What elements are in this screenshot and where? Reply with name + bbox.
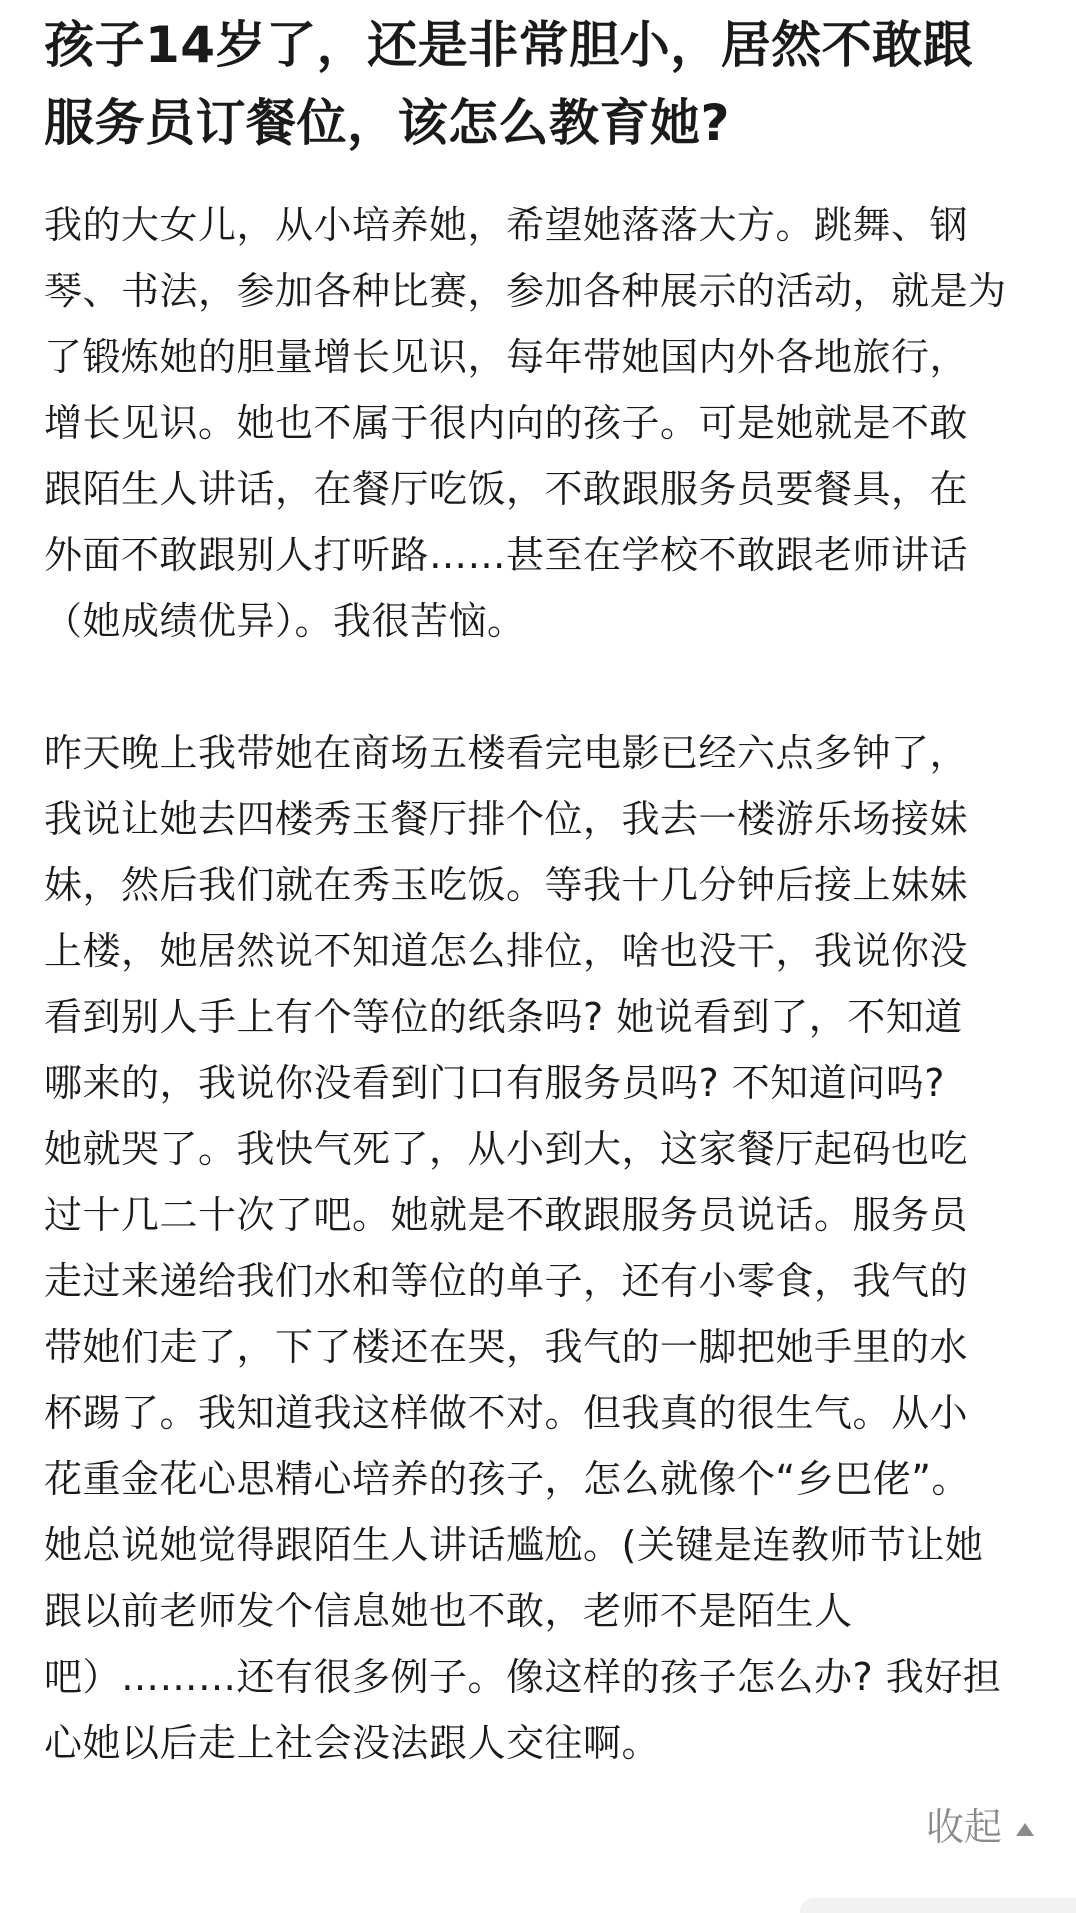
text-line: 跟以前老师发个信息她也不敢，老师不是陌生人 <box>44 1589 853 1633</box>
text-line: 昨天晚上我带她在商场五楼看完电影已经六点多钟了， <box>44 731 969 775</box>
text-line: 走过来递给我们水和等位的单子，还有小零食，我气的 <box>44 1259 969 1303</box>
question-title-line: 服务员订餐位，该怎么教育她? <box>44 94 731 152</box>
collapse-button[interactable] <box>926 1803 1034 1851</box>
text-line: （她成绩优异）。我很苦恼。 <box>44 599 526 643</box>
text-line: 哪来的，我说你没看到门口有服务员吗? 不知道问吗? <box>44 1061 945 1105</box>
paragraph-spacer <box>44 654 1036 720</box>
paragraph-2 <box>44 720 1036 1776</box>
question-title-line: 孩子14岁了，还是非常胆小，居然不敢跟 <box>44 16 974 74</box>
text-line: 跟陌生人讲话，在餐厅吃饭，不敢跟服务员要餐具，在 <box>44 467 969 511</box>
text-line: 我的大女儿，从小培养她，希望她落落大方。跳舞、钢 <box>44 203 969 247</box>
text-line: 增长见识。她也不属于很内向的孩子。可是她就是不敢 <box>44 401 969 445</box>
text-line: 上楼，她居然说不知道怎么排位，啥也没干，我说你没 <box>44 929 969 973</box>
question-description <box>44 192 1036 1776</box>
text-line: 心她以后走上社会没法跟人交往啊。 <box>44 1721 661 1765</box>
text-line: 花重金花心思精心培养的孩子，怎么就像个“乡巴佬”。 <box>44 1457 970 1501</box>
collapse-label: 收起 <box>925 1805 1002 1849</box>
text-line: 妹，然后我们就在秀玉吃饭。等我十几分钟后接上妹妹 <box>44 863 969 907</box>
question-title[interactable] <box>44 0 1036 162</box>
text-line: 她总说她觉得跟陌生人讲话尴尬。(关键是连教师节让她 <box>44 1523 984 1567</box>
text-line: 我说让她去四楼秀玉餐厅排个位，我去一楼游乐场接妹 <box>44 797 969 841</box>
text-line: 吧）………还有很多例子。像这样的孩子怎么办? 我好担 <box>44 1655 1002 1699</box>
text-line: 了锻炼她的胆量增长见识，每年带她国内外各地旅行， <box>44 335 969 379</box>
text-line: 杯踢了。我知道我这样做不对。但我真的很生气。从小 <box>44 1391 969 1435</box>
text-line: 外面不敢跟别人打听路……甚至在学校不敢跟老师讲话 <box>44 533 969 577</box>
paragraph-1 <box>44 192 1036 654</box>
text-line: 琴、书法，参加各种比赛，参加各种展示的活动，就是为 <box>44 269 1007 313</box>
bottom-bar-edge <box>800 1898 1076 1913</box>
caret-up-icon <box>1016 1823 1034 1836</box>
text-line: 带她们走了，下了楼还在哭，我气的一脚把她手里的水 <box>44 1325 969 1369</box>
text-line: 她就哭了。我快气死了，从小到大，这家餐厅起码也吃 <box>44 1127 969 1171</box>
text-line: 过十几二十次了吧。她就是不敢跟服务员说话。服务员 <box>44 1193 969 1237</box>
text-line: 看到别人手上有个等位的纸条吗? 她说看到了，不知道 <box>44 995 963 1039</box>
